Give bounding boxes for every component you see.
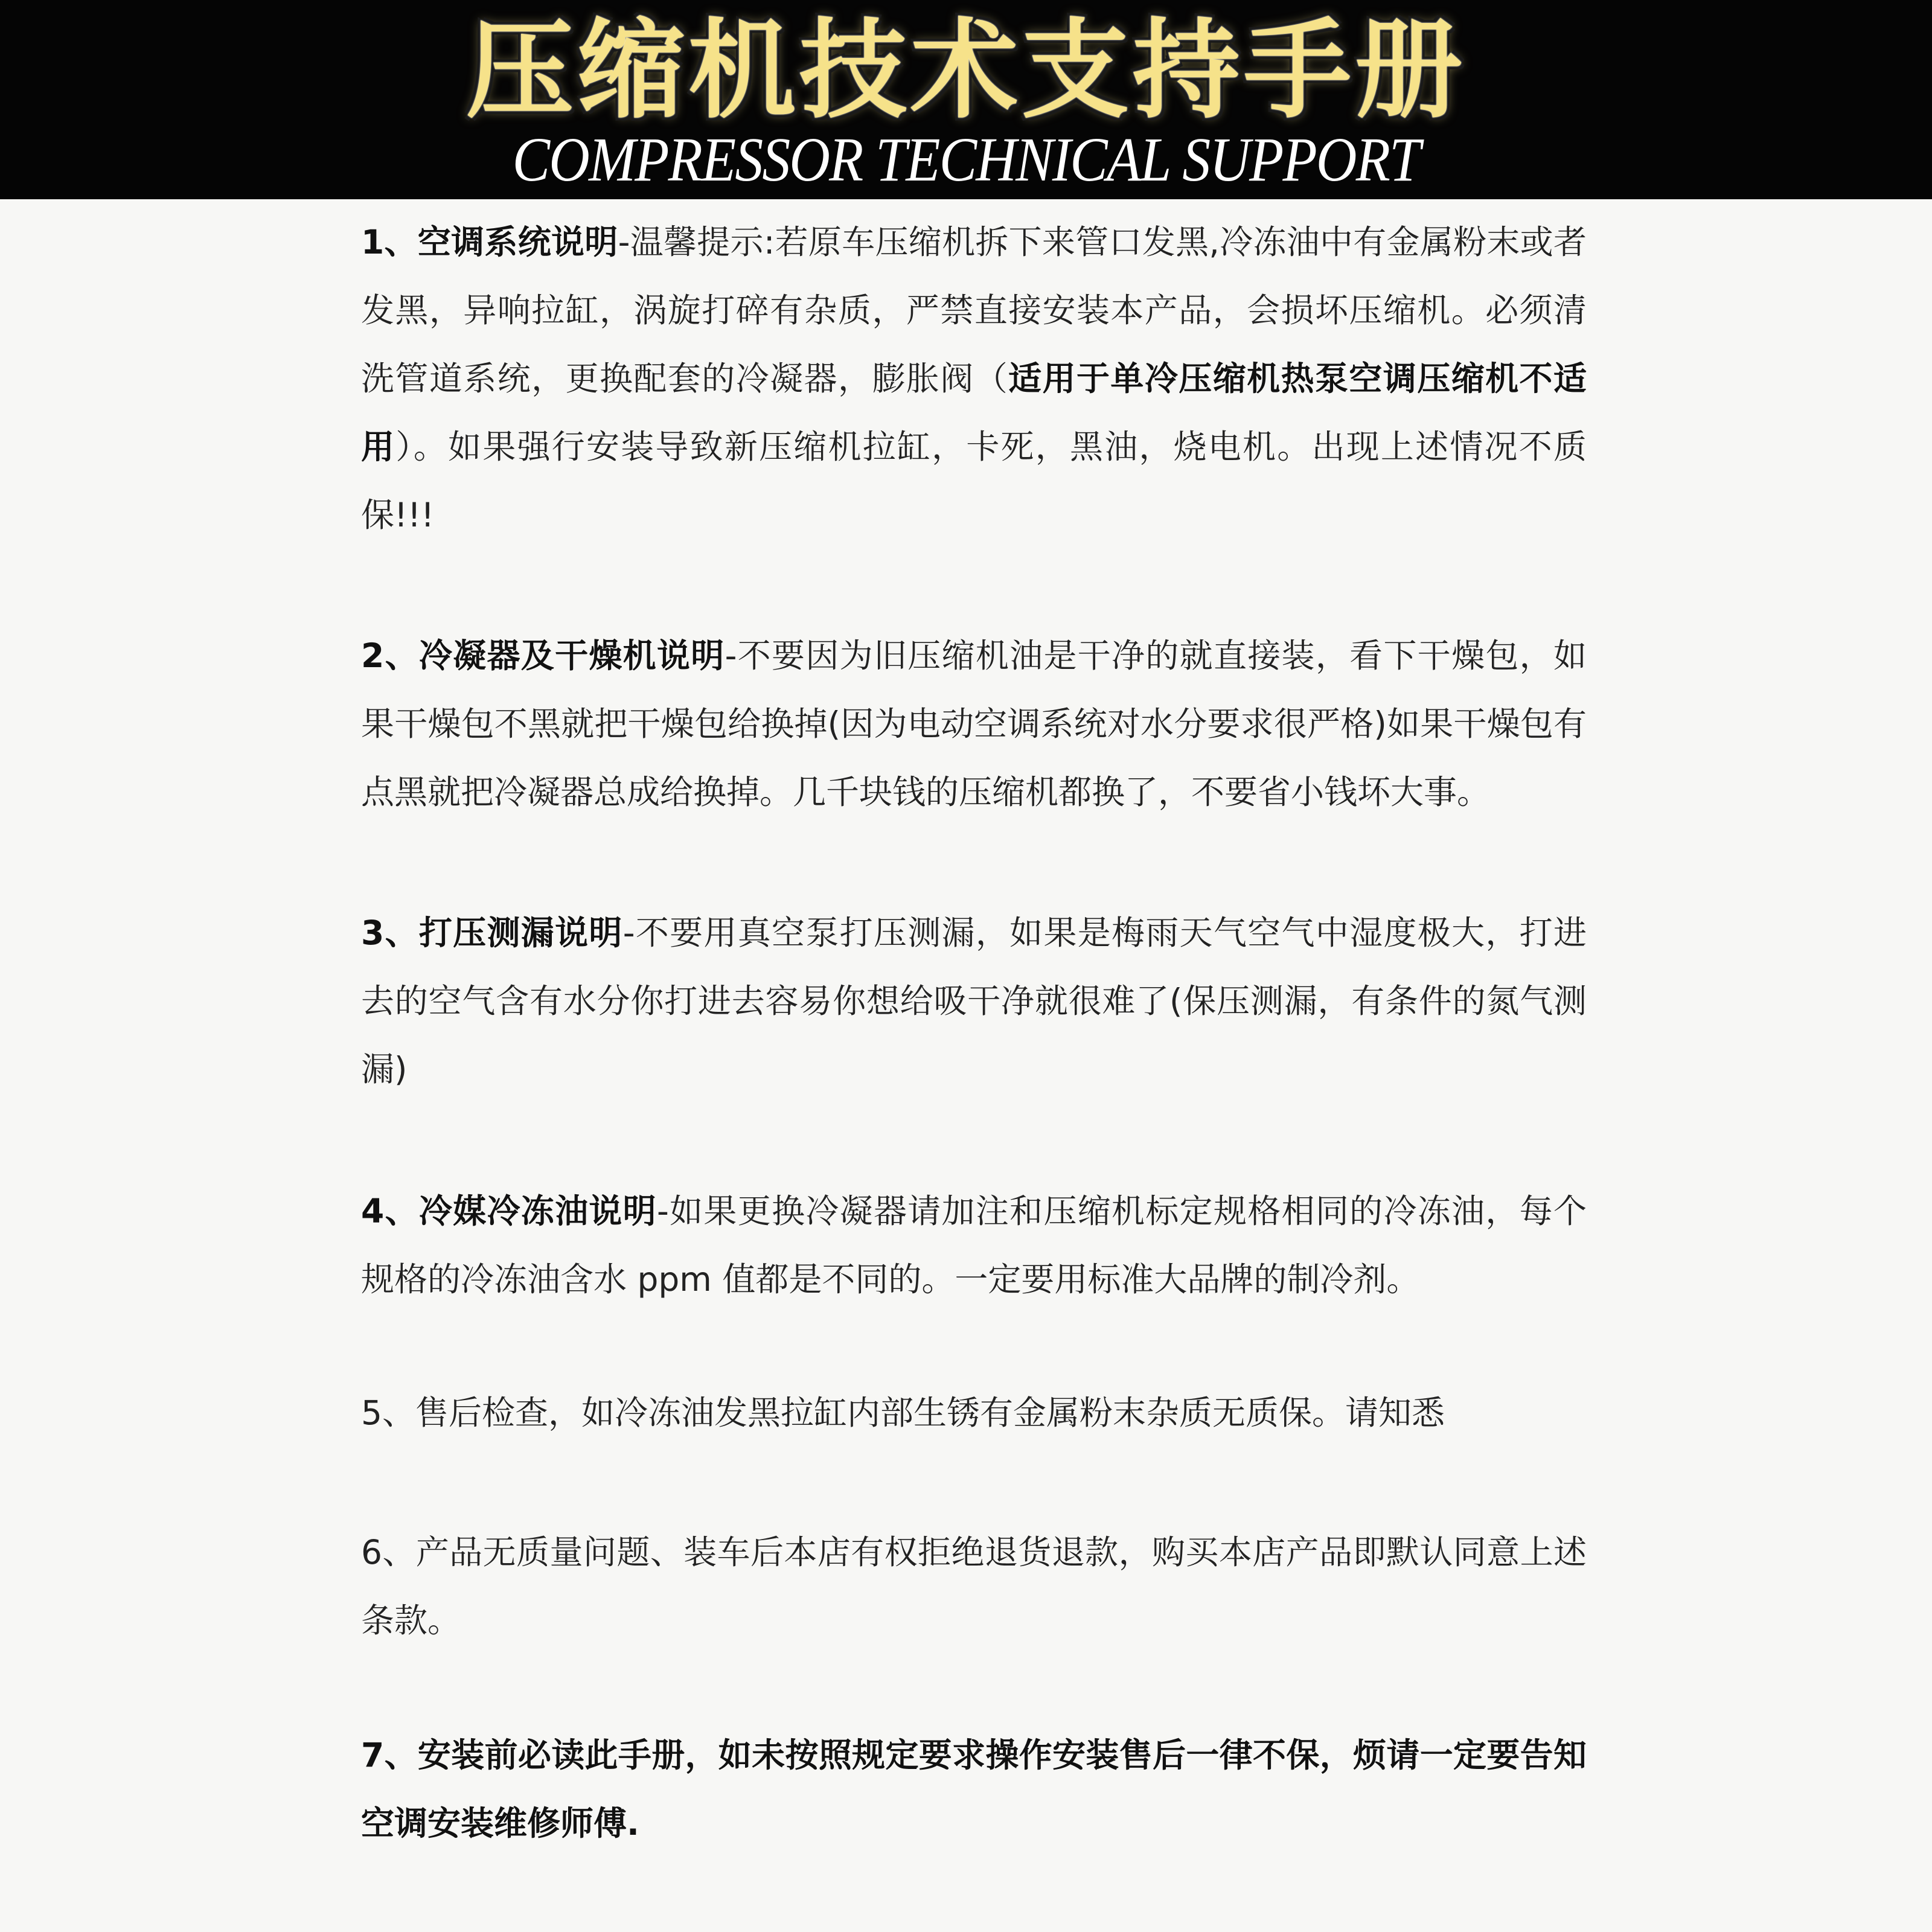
section-heading xyxy=(361,223,618,261)
section-after-sales-check: 5、售后检查，如冷冻油发黑拉缸内部生锈有金属粉末杂质无质保。请知悉 xyxy=(361,1393,1445,1432)
section-read-before-install: 7、安装前必读此手册，如未按照规定要求操作安装售后一律不保，烦请一定要告知空调安装维修师傅. xyxy=(361,1736,1587,1843)
section-pressure-leak-test xyxy=(361,899,1587,1104)
section-return-policy: 6、产品无质量问题、装车后本店有权拒绝退货退款，购买本店产品即默认同意上述条款。 xyxy=(361,1533,1587,1640)
section-title: 打压测漏说明 xyxy=(418,913,623,952)
section-number: 2、 xyxy=(361,636,419,675)
section-heading xyxy=(361,636,725,675)
section-emphasis: 适用于单冷压缩机热泵空调压缩机不适用 xyxy=(361,359,1587,466)
section-number: 3、 xyxy=(361,913,419,952)
manual-title: 压缩机技术支持手册 xyxy=(466,8,1466,133)
section-heading xyxy=(361,1192,657,1230)
section-text: -不要因为旧压缩机油是干净的就直接装，看下干燥包，如果干燥包不黑就把干燥包给换掉(因为电动空调系统对水分要求很严格)如果干燥包有点黑就把冷凝器总成给换掉。几千块钱的压缩机都换了，不要省小钱坏大事。 xyxy=(361,636,1587,811)
manual-body xyxy=(361,208,1587,1858)
section-number: 4、 xyxy=(361,1192,419,1230)
section-air-conditioning-system xyxy=(361,208,1587,549)
manual-subtitle: COMPRESSOR TECHNICAL SUPPORT xyxy=(512,125,1420,194)
section-text: ）。如果强行安装导致新压缩机拉缸，卡死，黑油，烧电机。出现上述情况不质保!!! xyxy=(361,427,1587,534)
section-title: 冷凝器及干燥机说明 xyxy=(418,636,725,675)
section-condenser-dryer xyxy=(361,622,1587,827)
section-number: 1、 xyxy=(361,223,418,261)
section-text: -不要用真空泵打压测漏，如果是梅雨天气空气中湿度极大，打进去的空气含有水分你打进去容易你想给吸干净就很难了(保压测漏，有条件的氮气测漏) xyxy=(361,913,1587,1089)
section-title: 冷媒冷冻油说明 xyxy=(418,1192,657,1230)
header-banner xyxy=(0,0,1932,199)
section-text: -如果更换冷凝器请加注和压缩机标定规格相同的冷冻油，每个规格的冷冻油含水 ppm 值都是不同的。一定要用标准大品牌的制冷剂。 xyxy=(361,1192,1587,1299)
section-refrigerant-oil xyxy=(361,1177,1587,1314)
section-heading xyxy=(361,913,623,952)
section-title: 空调系统说明 xyxy=(417,223,618,261)
section-text: -温馨提示:若原车压缩机拆下来管口发黑,冷冻油中有金属粉末或者发黑，异响拉缸，涡旋打碎有杂质，严禁直接安装本产品，会损坏压缩机。必须清洗管道系统，更换配套的冷凝器，膨胀阀（ xyxy=(361,223,1587,398)
